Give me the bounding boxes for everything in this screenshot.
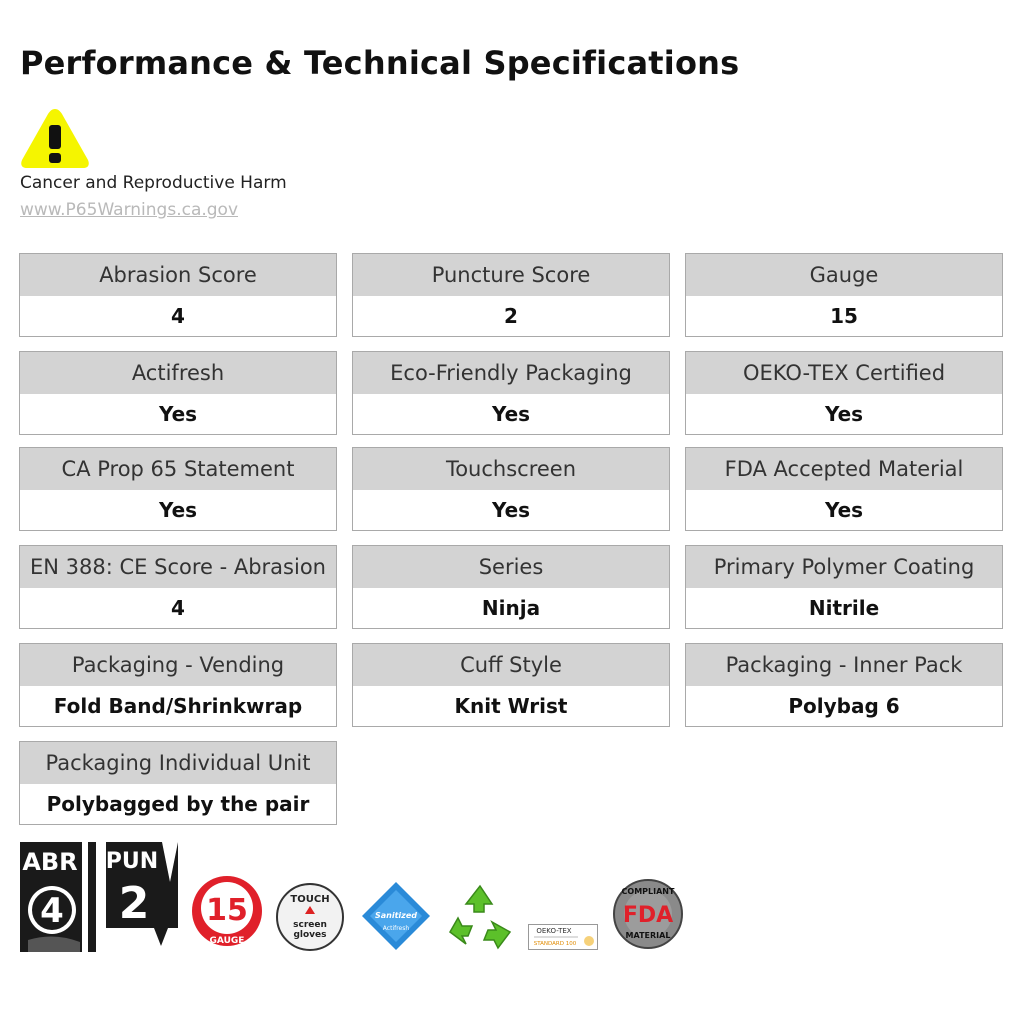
spec-value: Yes [20,490,336,530]
spec-label: Packaging Individual Unit [20,742,336,784]
spec-value: Yes [353,394,669,434]
spec-gauge [685,253,1003,337]
spec-value: 2 [353,296,669,336]
recycle-icon [444,882,516,950]
spec-label: EN 388: CE Score - Abrasion [20,546,336,588]
fda-badge-line1: COMPLIANT [621,887,675,896]
gauge-badge-icon [190,874,264,948]
spec-value: Polybag 6 [686,686,1002,726]
spec-ca-prop-65-statement [19,447,337,531]
spec-label: Packaging - Vending [20,644,336,686]
spec-value: Fold Band/Shrinkwrap [20,686,336,726]
spec-label: Actifresh [20,352,336,394]
abrasion-badge-icon [20,842,96,952]
sanitized-actifresh-badge-icon [360,880,432,952]
spec-label: Gauge [686,254,1002,296]
touch-badge-line3: gloves [293,930,327,940]
spec-eco-friendly-packaging [352,351,670,435]
spec-en388-ce-score-abrasion [19,545,337,629]
puncture-badge-value: 2 [118,878,150,929]
touchscreen-badge-icon [275,882,345,952]
fda-badge-line3: MATERIAL [625,931,671,940]
spec-actifresh [19,351,337,435]
touch-badge-line1: TOUCH [290,894,330,905]
spec-label: Packaging - Inner Pack [686,644,1002,686]
spec-packaging-inner-pack [685,643,1003,727]
puncture-badge-icon [106,842,178,950]
touch-badge-line2: screen [293,920,327,930]
spec-value: Yes [686,394,1002,434]
spec-packaging-vending [19,643,337,727]
sanitized-badge-line1: Sanitized [375,911,417,920]
spec-label: Primary Polymer Coating [686,546,1002,588]
spec-value: 15 [686,296,1002,336]
spec-label: Touchscreen [353,448,669,490]
spec-value: Ninja [353,588,669,628]
oekotex-badge-icon [528,924,598,950]
certification-badges [20,842,700,954]
spec-value: Yes [686,490,1002,530]
p65-warnings-link[interactable]: www.P65Warnings.ca.gov [20,200,239,220]
spec-primary-polymer-coating [685,545,1003,629]
spec-cuff-style [352,643,670,727]
fda-compliant-badge-icon [612,878,684,950]
spec-label: Cuff Style [353,644,669,686]
spec-touchscreen [352,447,670,531]
spec-value: Polybagged by the pair [20,784,336,824]
spec-value: Nitrile [686,588,1002,628]
spec-label: OEKO-TEX Certified [686,352,1002,394]
fda-badge-line2: FDA [622,903,674,928]
spec-label: Eco-Friendly Packaging [353,352,669,394]
spec-value: Knit Wrist [353,686,669,726]
spec-label: Series [353,546,669,588]
spec-value: Yes [20,394,336,434]
specs-grid [19,253,1009,839]
spec-packaging-individual-unit [19,741,337,825]
spec-label: CA Prop 65 Statement [20,448,336,490]
sanitized-badge-line2: Actifresh [382,925,410,932]
spec-label: FDA Accepted Material [686,448,1002,490]
spec-value: 4 [20,588,336,628]
gauge-badge-value: 15 [206,893,248,928]
warning-triangle-icon [18,105,92,171]
gauge-badge-label: GAUGE [209,936,245,946]
spec-label: Puncture Score [353,254,669,296]
oekotex-badge-line2: STANDARD 100 [533,941,577,947]
spec-value: Yes [353,490,669,530]
spec-abrasion-score [19,253,337,337]
puncture-badge-prefix: PUN [106,849,159,874]
oekotex-badge-line1: OEKO-TEX [536,927,572,935]
abrasion-badge-value: 4 [40,891,64,931]
abrasion-badge-prefix: ABR [22,848,78,876]
spec-series [352,545,670,629]
warning-text: Cancer and Reproductive Harm [20,173,287,193]
spec-label: Abrasion Score [20,254,336,296]
spec-value: 4 [20,296,336,336]
spec-oeko-tex-certified [685,351,1003,435]
page-title: Performance & Technical Specifications [20,44,740,82]
spec-fda-accepted-material [685,447,1003,531]
spec-puncture-score [352,253,670,337]
